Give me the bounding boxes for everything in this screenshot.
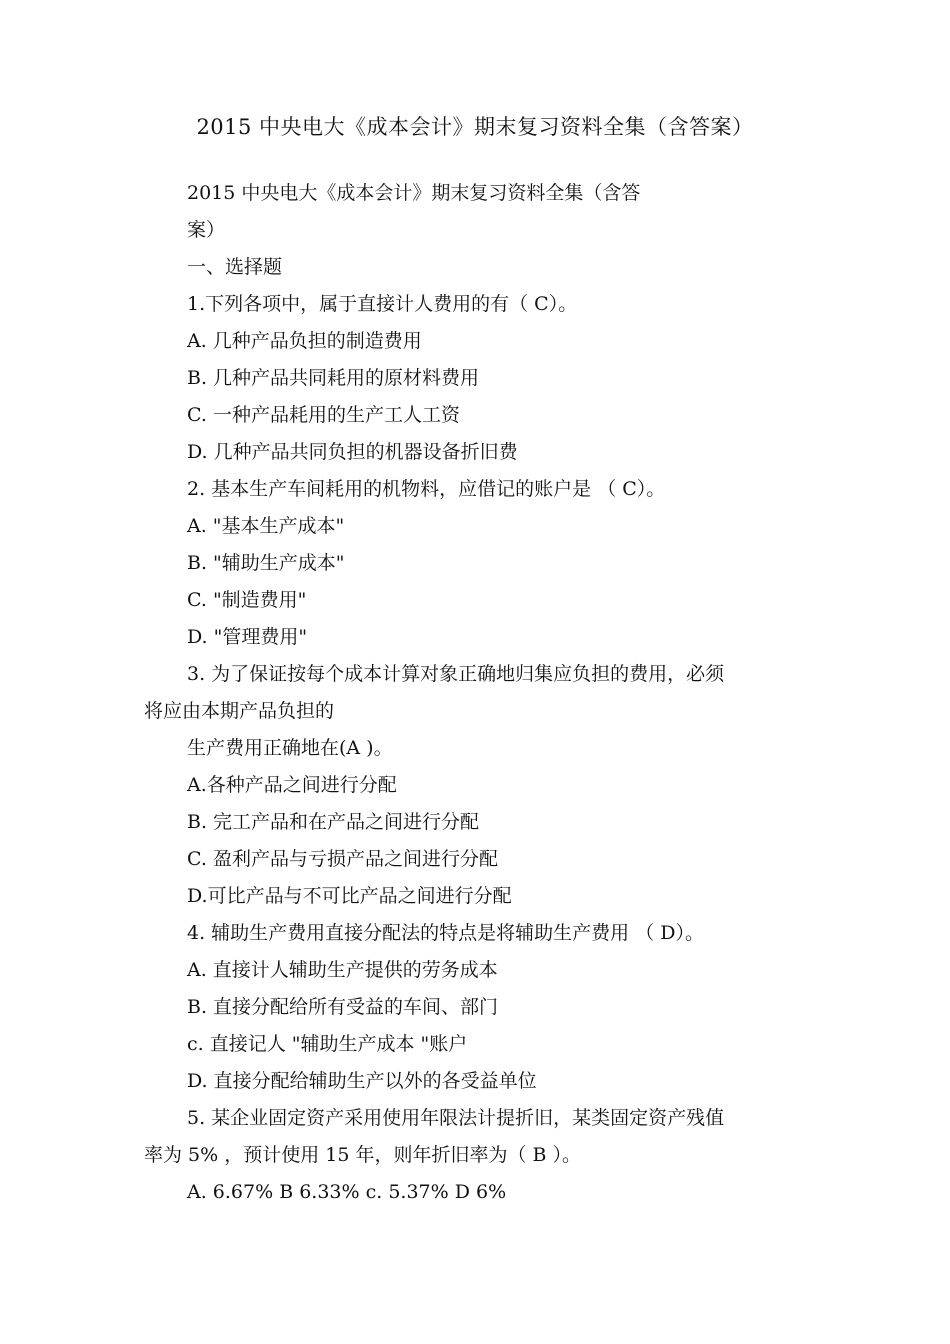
section-heading: 一、选择题: [187, 256, 283, 278]
question-3-stem-line-1: 3. 为了保证按每个成本计算对象正确地归集应负担的费用，必须: [187, 663, 725, 685]
question-2-option-c: C. "制造费用": [187, 589, 307, 611]
question-2-option-a: A. "基本生产成本": [187, 515, 345, 537]
question-5-stem-line-1: 5. 某企业固定资产采用使用年限法计提折旧，某类固定资产残值: [187, 1107, 725, 1129]
question-4-option-c: c. 直接记人 "辅助生产成本 "账户: [187, 1033, 468, 1055]
document-title: 2015 中央电大《成本会计》期末复习资料全集（含答案）: [196, 115, 754, 139]
question-3-option-a: A.各种产品之间进行分配: [187, 774, 397, 796]
document-body: [144, 175, 814, 1211]
question-4-option-a: A. 直接计人辅助生产提供的劳务成本: [187, 959, 498, 981]
question-1-stem: 1.下列各项中，属于直接计人费用的有（ C）。: [187, 293, 578, 315]
question-4-option-d: D. 直接分配给辅助生产以外的各受益单位: [187, 1070, 537, 1092]
question-3-stem-line-3: 生产费用正确地在(A )。: [187, 737, 393, 759]
question-5-options: A. 6.67% B 6.33% c. 5.37% D 6%: [187, 1181, 507, 1203]
question-4-option-b: B. 直接分配给所有受益的车间、部门: [187, 996, 499, 1018]
question-3-option-c: C. 盈利产品与亏损产品之间进行分配: [187, 848, 498, 870]
subtitle-line-2: 案）: [187, 219, 226, 241]
question-1-option-a: A. 几种产品负担的制造费用: [187, 330, 422, 352]
question-3-option-b: B. 完工产品和在产品之间进行分配: [187, 811, 480, 833]
question-3-stem-line-2: 将应由本期产品负担的: [144, 700, 335, 722]
subtitle-line-1: 2015 中央电大《成本会计》期末复习资料全集（含答: [187, 182, 641, 204]
question-1-option-b: B. 几种产品共同耗用的原材料费用: [187, 367, 480, 389]
question-2-stem: 2. 基本生产车间耗用的机物料，应借记的账户是 （ C）。: [187, 478, 666, 500]
question-1-option-d: D. 几种产品共同负担的机器设备折旧费: [187, 441, 518, 463]
question-4-stem: 4. 辅助生产费用直接分配法的特点是将辅助生产费用 （ D）。: [187, 922, 704, 944]
question-2-option-d: D. "管理费用": [187, 626, 308, 648]
question-3-option-d: D.可比产品与不可比产品之间进行分配: [187, 885, 512, 907]
question-1-option-c: C. 一种产品耗用的生产工人工资: [187, 404, 460, 426]
question-2-option-b: B. "辅助生产成本": [187, 552, 345, 574]
question-5-stem-line-2: 率为 5% ，预计使用 15 年，则年折旧率为（ B ）。: [144, 1144, 582, 1166]
